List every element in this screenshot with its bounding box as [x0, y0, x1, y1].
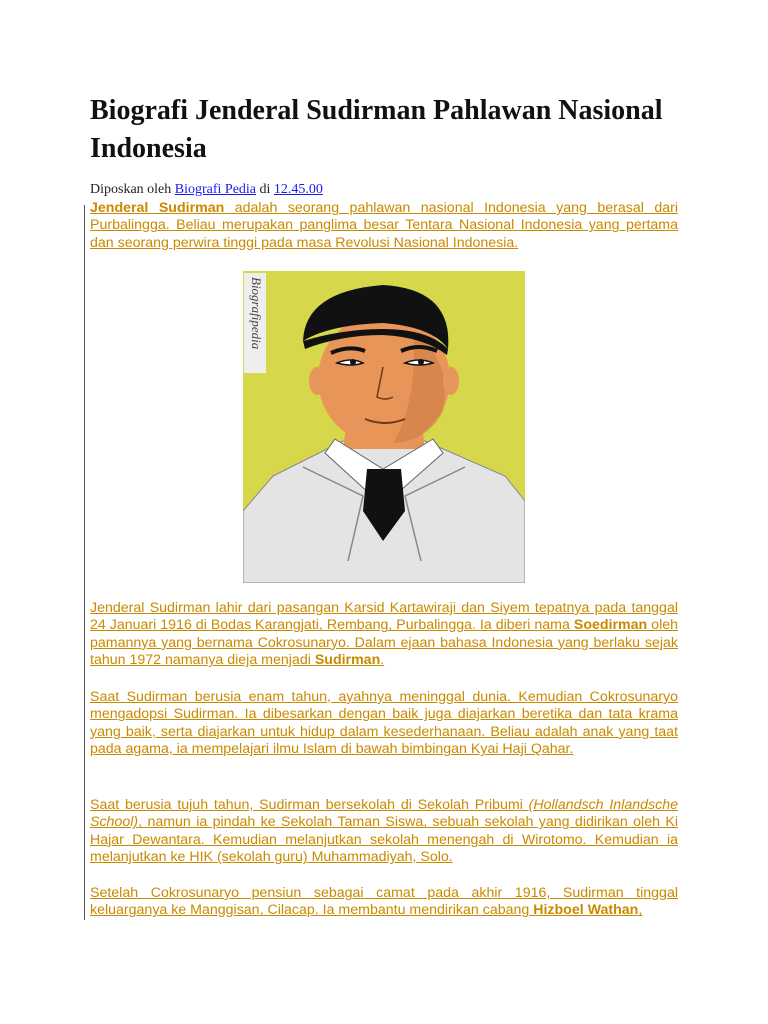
paragraph-text: Saat Sudirman berusia enam tahun, ayahnya meninggal dunia. Kemudian Cokrosunaryo mengadopsi Sudirman. Ia dibesarkan dengan baik juga diajarkan beretika dan tata krama yang baik, serta diajarkan untuk hidup dalam kesederhanaan. Beliau adalah anak yang taat pada agama, ia mempelajari ilmu Islam di bawah bimbingan Kyai Haji Qahar. — [90, 689, 678, 758]
paragraph-intro[interactable] — [90, 200, 678, 252]
posted-by-label: Diposkan oleh — [90, 182, 172, 197]
bold-name: Sudirman — [314, 652, 381, 669]
sudirman-portrait-image — [243, 271, 525, 583]
italic-school-name: (Hollandsch Inlandsche School) — [90, 797, 678, 831]
right-ear — [443, 367, 459, 395]
paragraph-text: Jenderal Sudirman lahir dari pasangan Karsid Kartawiraji dan Siyem tepatnya pada tanggal 24 Januari 1916 di Bodas Karangjati, Rembang, Purbalingga. Ia diberi nama — [90, 600, 678, 634]
timestamp-link[interactable]: 12.45.00 — [273, 182, 323, 197]
paragraph-cilacap[interactable] — [90, 885, 678, 920]
paragraph-text: Saat berusia tujuh tahun, Sudirman bersekolah di Sekolah Pribumi — [90, 797, 529, 813]
post-meta — [90, 182, 323, 198]
author-link[interactable]: Biografi Pedia — [174, 182, 257, 197]
paragraph-text: adalah seorang pahlawan nasional Indonesia yang berasal dari Purbalingga. Beliau merupakan panglima besar Tentara Nasional Indonesia yang pertama dan seorang perwira tinggi pada masa Revolusi Nasional Indonesia. — [90, 200, 678, 251]
paragraph-childhood[interactable] — [90, 689, 678, 759]
paragraph-education[interactable] — [90, 797, 678, 867]
right-pupil — [418, 359, 424, 365]
paragraph-text: Setelah Cokrosunaryo pensiun sebagai camat pada akhir 1916, Sudirman tinggal keluarganya ke Manggisan, Cilacap. Ia membantu mendirikan cabang — [90, 885, 678, 919]
page-title: Biografi Jenderal Sudirman Pahlawan Nasional Indonesia — [90, 95, 663, 164]
bold-name: Soedirman — [573, 617, 648, 634]
left-ear — [309, 367, 325, 395]
paragraph-text: . — [380, 652, 385, 669]
left-pupil — [350, 359, 356, 365]
bold-name: Jenderal Sudirman — [90, 200, 225, 216]
at-label: di — [259, 182, 271, 197]
paragraph-birth[interactable] — [90, 600, 678, 670]
paragraph-text: oleh pamannya yang bernama Cokrosunaryo. Dalam ejaan bahasa Indonesia yang berlaku sejak tahun 1972 namanya dieja menjadi — [90, 617, 679, 669]
watermark-label — [244, 273, 266, 373]
bold-name: Hizboel Wathan — [533, 902, 639, 919]
left-border-rule — [84, 205, 85, 920]
paragraph-text: , — [638, 902, 643, 919]
watermark-text: Biografipedia — [249, 277, 264, 350]
paragraph-text: , namun ia pindah ke Sekolah Taman Siswa, sebuah sekolah yang didirikan oleh Ki Hajar Dewantara. Kemudian melanjutkan sekolah menengah di Wirotomo. Kemudian ia melanjutkan ke HIK (sekolah guru) Muhammadiyah, Solo. — [90, 814, 678, 866]
